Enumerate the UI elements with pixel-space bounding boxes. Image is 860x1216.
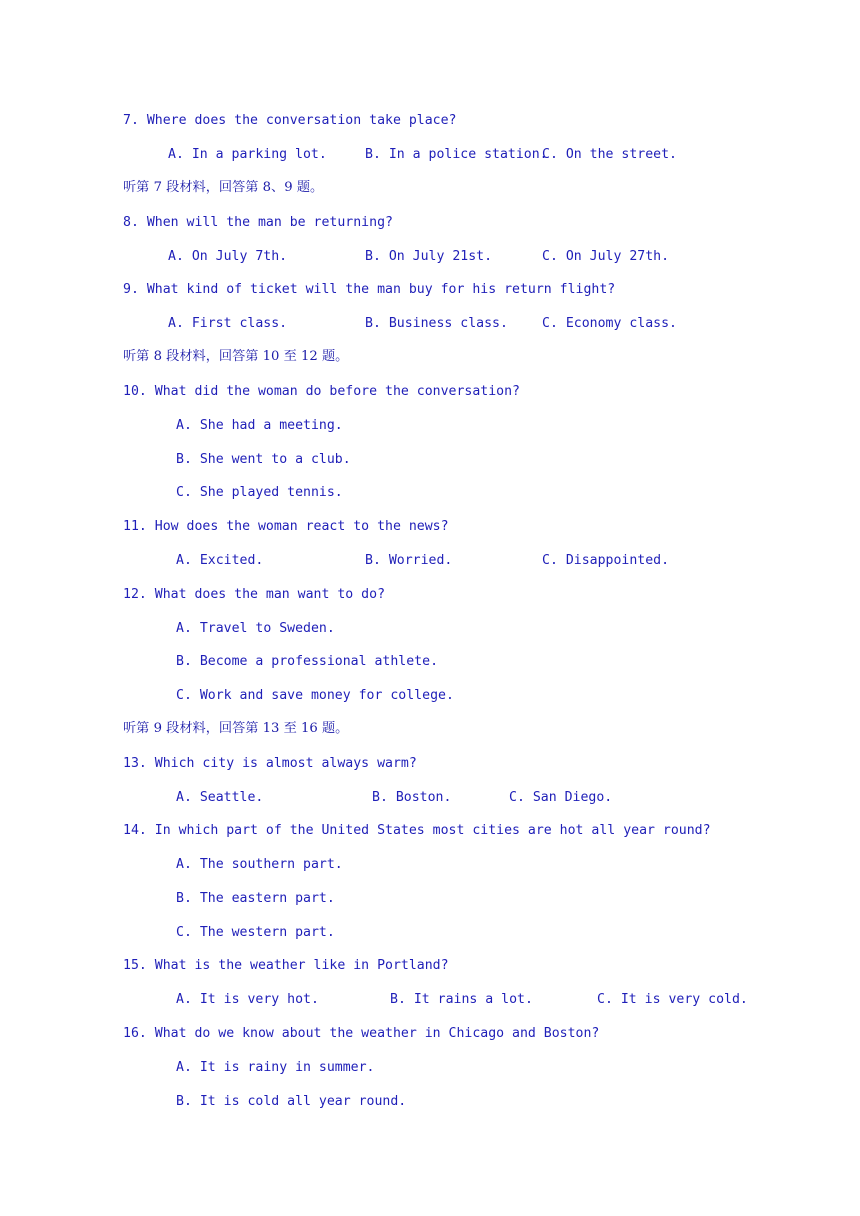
q15-option-c: C. It is very cold.: [597, 992, 748, 1007]
q14-option-c: C. The western part.: [176, 925, 335, 940]
q12-option-a: A. Travel to Sweden.: [176, 621, 335, 636]
q10-option-b: B. She went to a club.: [176, 452, 351, 467]
q13-option-c: C. San Diego.: [509, 790, 613, 805]
q11-option-c: C. Disappointed.: [542, 553, 670, 568]
q10-option-a: A. She had a meeting.: [176, 418, 343, 433]
q12-option-b: B. Become a professional athlete.: [176, 654, 439, 669]
question-8: 8. When will the man be returning?: [123, 215, 393, 230]
question-10: 10. What did the woman do before the conversation?: [123, 384, 520, 399]
section-8-heading: 听第 8 段材料，回答第 10 至 12 题。: [123, 349, 349, 364]
q16-option-b: B. It is cold all year round.: [176, 1094, 407, 1109]
q10-option-c: C. She played tennis.: [176, 485, 343, 500]
q12-option-c: C. Work and save money for college.: [176, 688, 454, 703]
question-15: 15. What is the weather like in Portland?: [123, 958, 449, 973]
question-11: 11. How does the woman react to the news?: [123, 519, 449, 534]
q15-option-a: A. It is very hot.: [176, 992, 319, 1007]
question-12: 12. What does the man want to do?: [123, 587, 386, 602]
q7-option-c: C. On the street.: [542, 147, 677, 162]
q7-option-a: A. In a parking lot.: [168, 147, 327, 162]
q16-option-a: A. It is rainy in summer.: [176, 1060, 375, 1075]
q7-option-b: B. In a police station.: [365, 147, 548, 162]
q8-option-b: B. On July 21st.: [365, 249, 493, 264]
question-14: 14. In which part of the United States most cities are hot all year round?: [123, 823, 711, 838]
q14-option-b: B. The eastern part.: [176, 891, 335, 906]
section-7-heading: 听第 7 段材料，回答第 8、9 题。: [123, 180, 324, 195]
question-13: 13. Which city is almost always warm?: [123, 756, 417, 771]
q15-option-b: B. It rains a lot.: [390, 992, 533, 1007]
q14-option-a: A. The southern part.: [176, 857, 343, 872]
q9-option-c: C. Economy class.: [542, 316, 677, 331]
q11-option-a: A. Excited.: [176, 553, 264, 568]
q13-option-b: B. Boston.: [372, 790, 452, 805]
q9-option-a: A. First class.: [168, 316, 288, 331]
q11-option-b: B. Worried.: [365, 553, 453, 568]
q8-option-c: C. On July 27th.: [542, 249, 670, 264]
question-7: 7. Where does the conversation take place?: [123, 113, 457, 128]
q9-option-b: B. Business class.: [365, 316, 508, 331]
q13-option-a: A. Seattle.: [176, 790, 264, 805]
question-9: 9. What kind of ticket will the man buy for his return flight?: [123, 282, 616, 297]
question-16: 16. What do we know about the weather in Chicago and Boston?: [123, 1026, 600, 1041]
section-9-heading: 听第 9 段材料，回答第 13 至 16 题。: [123, 721, 349, 736]
q8-option-a: A. On July 7th.: [168, 249, 288, 264]
